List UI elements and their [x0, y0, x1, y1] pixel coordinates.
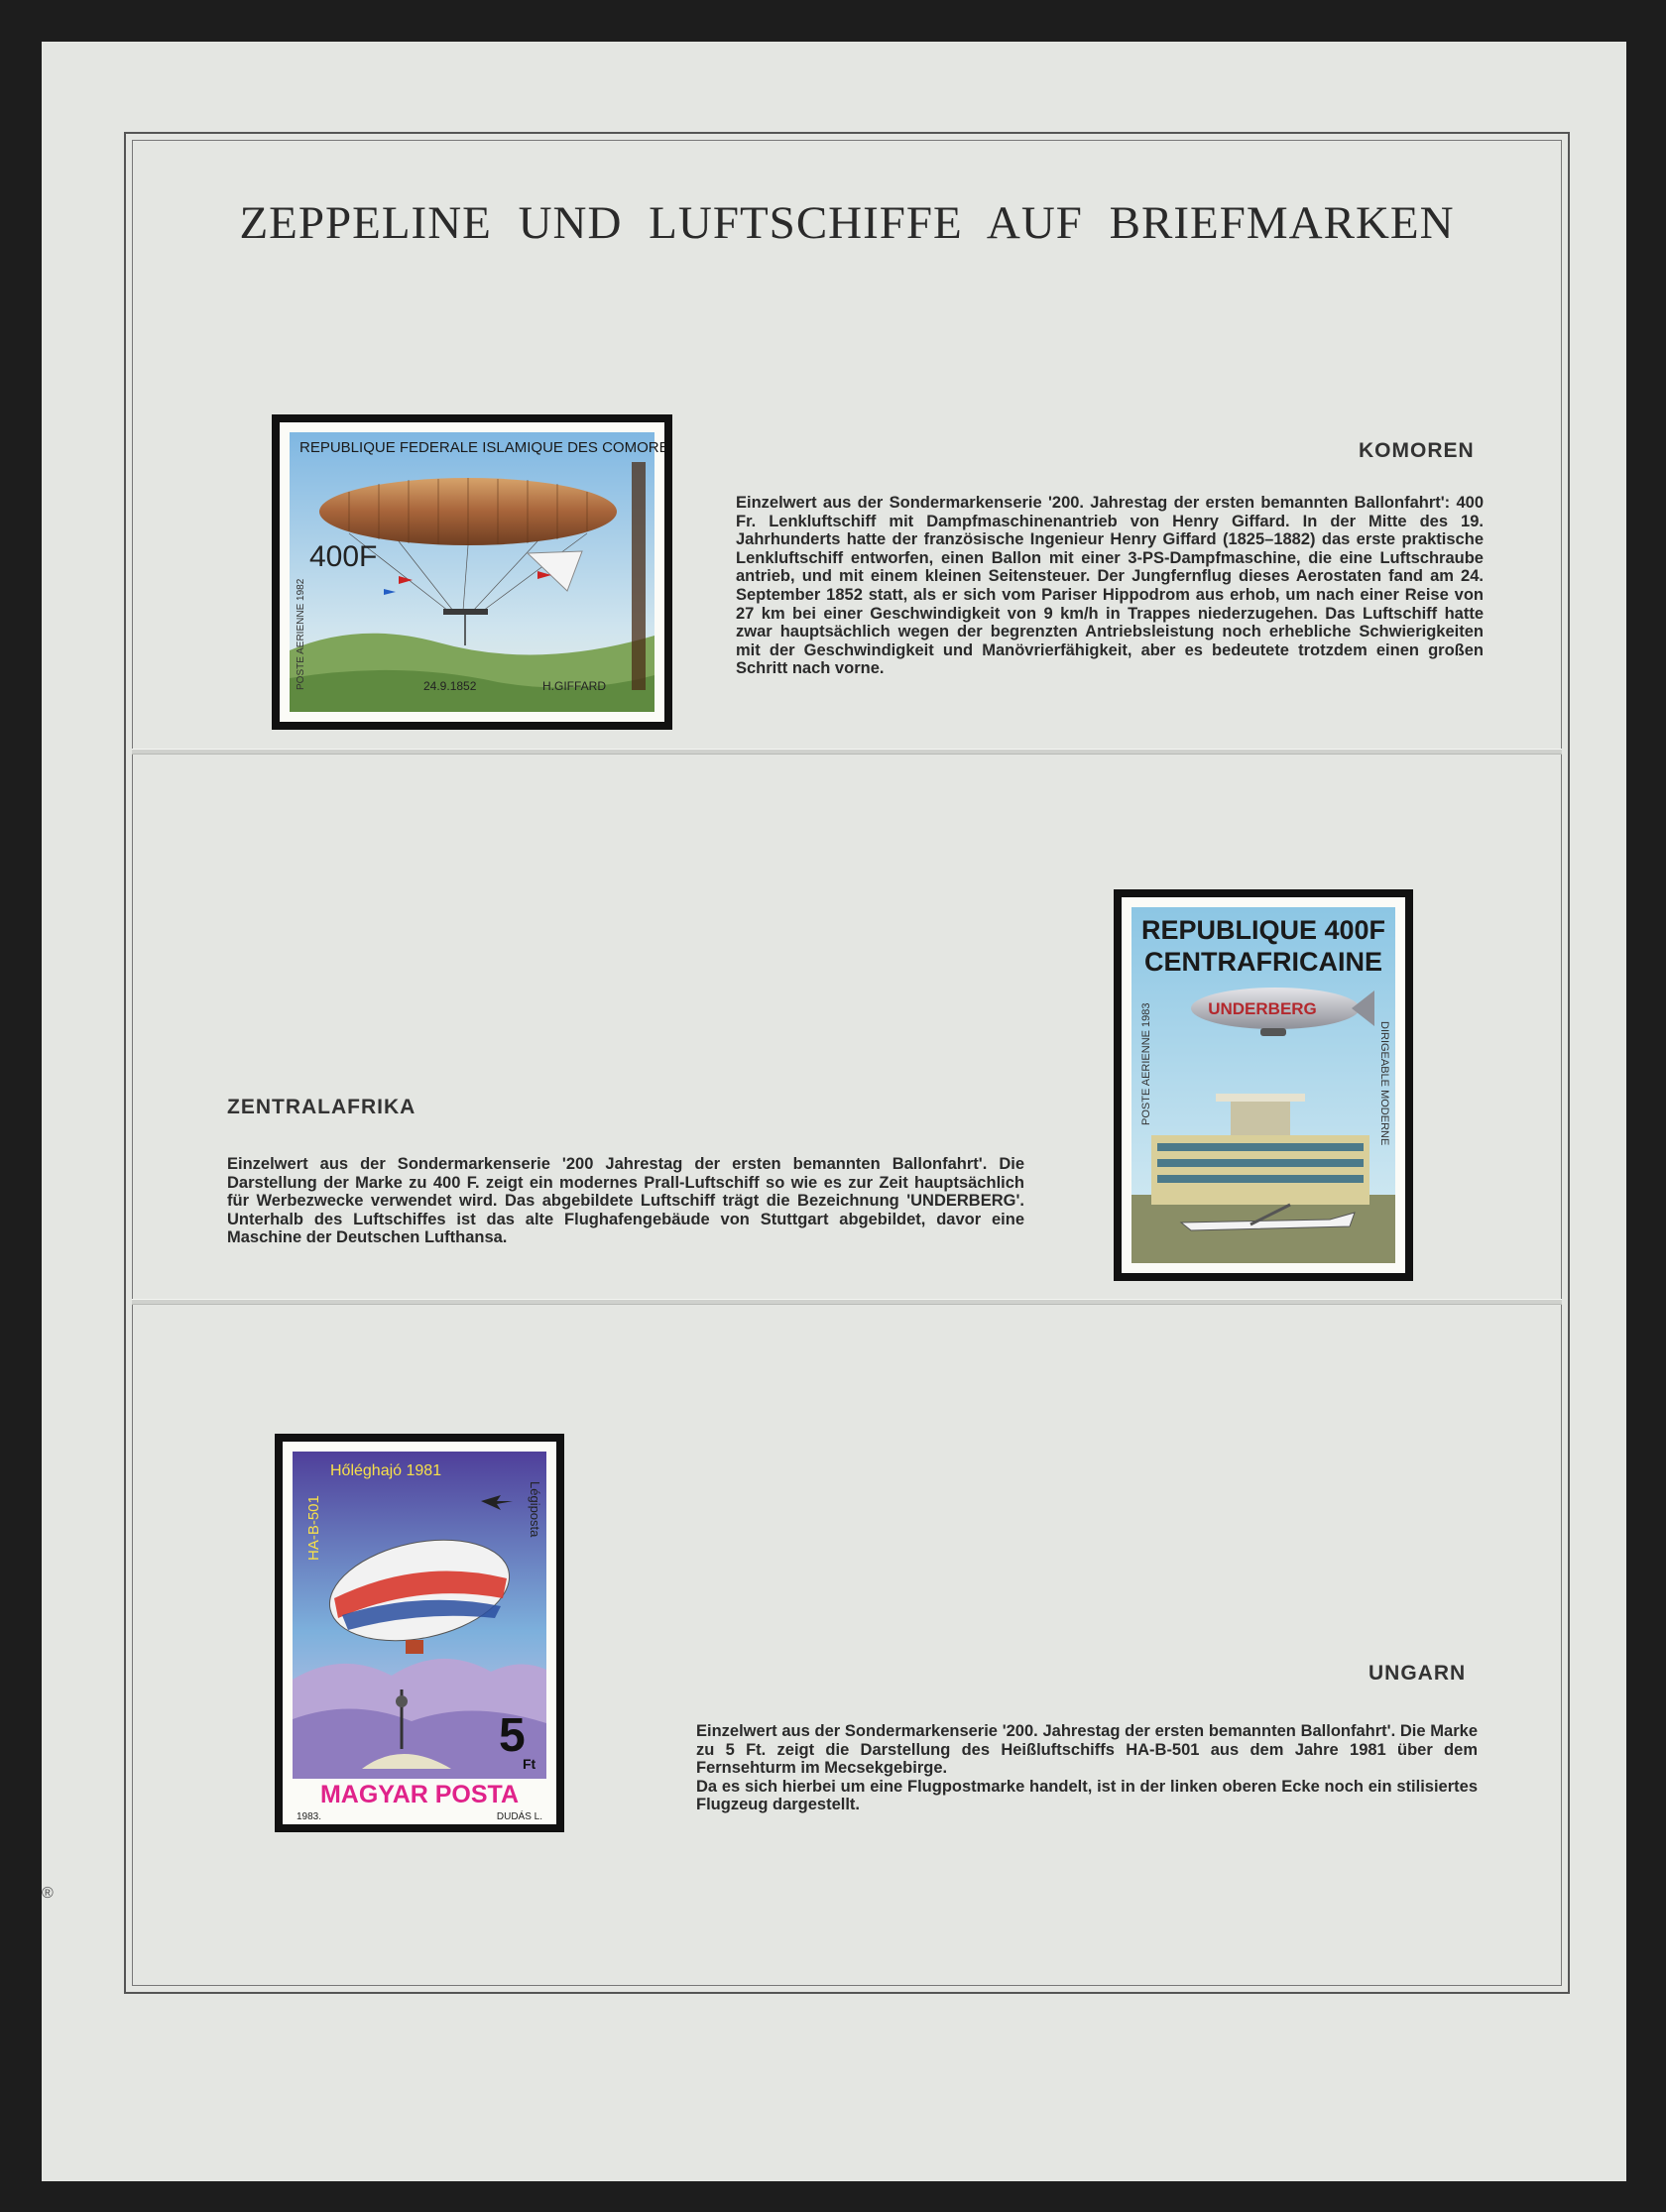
country-heading-komoren: KOMOREN [1359, 439, 1475, 462]
description-ungarn-paragraph-1: Einzelwert aus der Sondermarkenserie '200. Jahrestag der ersten bemannten Ballonfahrt'. Die Marke zu 5 Ft. zeigt die Darstellung des Heißluftschiffs HA-B-501 aus dem Jahre 1981 über dem Fernsehturm im Mecsekgebirge. [696, 1722, 1478, 1778]
stamp-komoren-image [280, 422, 664, 722]
mount-strip [132, 1299, 1562, 1305]
stamp-komoren-side: POSTE AERIENNE 1982 [296, 578, 306, 690]
description-zentralafrika: Einzelwert aus der Sondermarkenserie '200 Jahrestag der ersten bemannten Ballonfahrt'. Die Darstellung der Marke zu 400 F. zeigt ein modernes Prall-Luftschiff so wie es zur Zeit hauptsächlich für Werbezwecke verwendet wird. Das abgebildete Luftschiff trägt die Bezeichnung 'UNDERBERG'. Unterhalb des Luftschiffes ist das alte Flughafengebäude von Stuttgart abgebildet, davor eine Maschine der Deutschen Lufthansa. [227, 1155, 1024, 1247]
stamp-ungarn-side-right: Légiposta [528, 1481, 542, 1538]
stamp-ungarn-year: 1983. [297, 1811, 322, 1822]
stamp-ungarn-value: 5 [499, 1709, 526, 1762]
description-ungarn-paragraph-2: Da es sich hierbei um eine Flugpostmarke handelt, ist in der linken oberen Ecke noch ein stilisiertes Flugzeug dargestellt. [696, 1777, 1478, 1814]
stamp-komoren-date: 24.9.1852 [423, 679, 477, 693]
stamp-ungarn-image [283, 1442, 556, 1824]
stamp-zentralafrika-header-2: CENTRAFRICAINE [1144, 947, 1382, 977]
stamp-zentralafrika [1122, 897, 1405, 1273]
stamp-zentralafrika-side-left: POSTE AERIENNE 1983 [1140, 1002, 1152, 1125]
description-ungarn [696, 1722, 1478, 1814]
stamp-ungarn-designer: DUDÁS L. [496, 1811, 542, 1822]
stamp-zentralafrika-side-right: DIRIGEABLE MODERNE [1378, 1021, 1390, 1146]
page-title: ZEPPELINE UND LUFTSCHIFFE AUF BRIEFMARKEN [239, 197, 1455, 249]
stamp-zentralafrika-header-1: REPUBLIQUE 400F [1140, 915, 1386, 945]
stamp-ungarn-registration: HA-B-501 [305, 1495, 322, 1561]
stamp-komoren-name: H.GIFFARD [542, 679, 607, 693]
country-heading-ungarn: UNGARN [1368, 1662, 1467, 1685]
stamp-ungarn-header: Hőléghajó 1981 [330, 1462, 442, 1479]
stamp-zentralafrika-airship-text: UNDERBERG [1208, 999, 1317, 1018]
stamp-zentralafrika-image [1122, 897, 1405, 1273]
stamp-ungarn-footer: MAGYAR POSTA [319, 1781, 520, 1808]
stamp-komoren-header: REPUBLIQUE FEDERALE ISLAMIQUE DES COMORES [299, 439, 664, 456]
stamp-ungarn [283, 1442, 556, 1824]
stamp-komoren-value: 400F [309, 540, 378, 573]
registered-mark: ® [42, 1885, 54, 1902]
mount-strip [132, 749, 1562, 755]
description-komoren: Einzelwert aus der Sondermarkenserie '200. Jahrestag der ersten bemannten Ballonfahrt': 400 Fr. Lenkluftschiff mit Dampfmaschinenantrieb von Henry Giffard. In der Mitte des 19. Jahrhunderts hatte der französische Ingenieur Henry Giffard (1825–1882) das erste praktische Lenkluftschiff entworfen, einen Ballon mit einer 3-PS-Dampfmaschine, die eine Luftschraube antrieb, und mit einem kleinen Seitensteuer. Der Jungfernflug dieses Aerostaten fand am 24. September 1852 statt, als er sich vom Pariser Hippodrom aus erhob, um nach einer Reise von 27 km bei einer Geschwindigkeit von 9 km/h in Trappes niederzugehen. Das Luftschiff hatte zwar hauptsächlich wegen der begrenzten Antriebsleistung noch erhebliche Schwierigkeiten mit der Geschwindigkeit und Manövrierfähigkeit, aber es bedeutete trotzdem einen großen Schritt nach vorne. [736, 494, 1484, 678]
arabic-script-band [632, 462, 646, 690]
stamp-ungarn-currency: Ft [523, 1756, 536, 1772]
stamp-komoren [280, 422, 664, 722]
country-heading-zentralafrika: ZENTRALAFRIKA [227, 1096, 416, 1118]
